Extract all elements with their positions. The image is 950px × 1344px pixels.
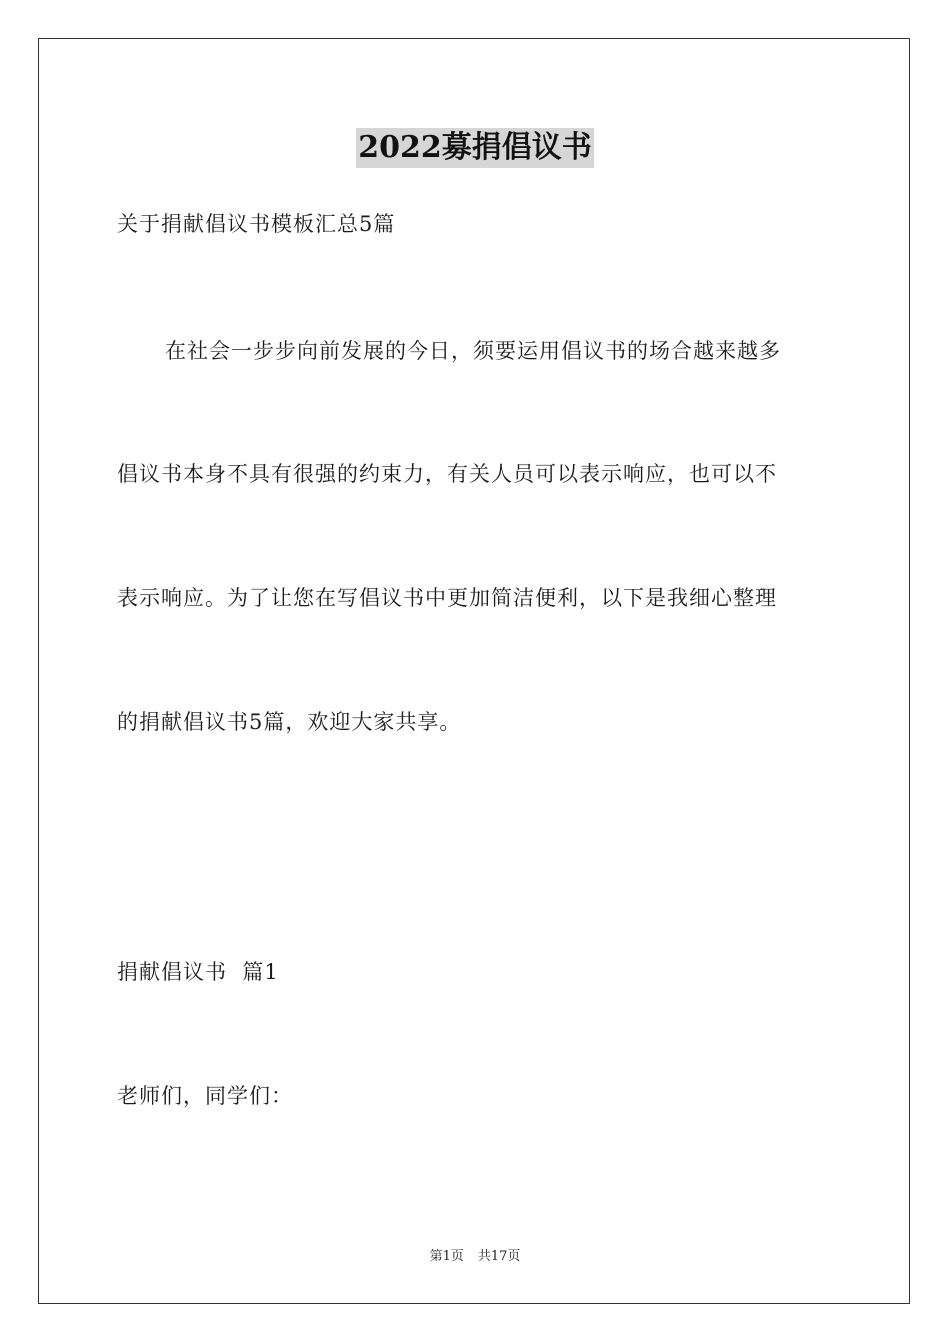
- title-container: [0, 128, 950, 168]
- paragraph-line-3: 表示响应。为了让您在写倡议书中更加简洁便利，以下是我细心整理: [117, 586, 777, 610]
- document-title: 2022募捐倡议书: [356, 128, 594, 168]
- page-footer: [0, 1248, 950, 1266]
- paragraph-line-2: 倡议书本身不具有很强的约束力，有关人员可以表示响应，也可以不: [117, 462, 777, 486]
- paragraph-line-1: 在社会一步步向前发展的今日，须要运用倡议书的场合越来越多: [165, 339, 781, 363]
- greeting-line: 老师们，同学们：: [117, 1084, 293, 1108]
- paragraph-line-4: 的捐献倡议书5篇，欢迎大家共享。: [117, 710, 462, 734]
- document-subtitle: 关于捐献倡议书模板汇总5篇: [117, 212, 396, 236]
- page-total: 共17页: [477, 1249, 521, 1264]
- section-heading: 捐献倡议书 篇1: [117, 960, 279, 984]
- page-number: 第1页: [429, 1249, 464, 1264]
